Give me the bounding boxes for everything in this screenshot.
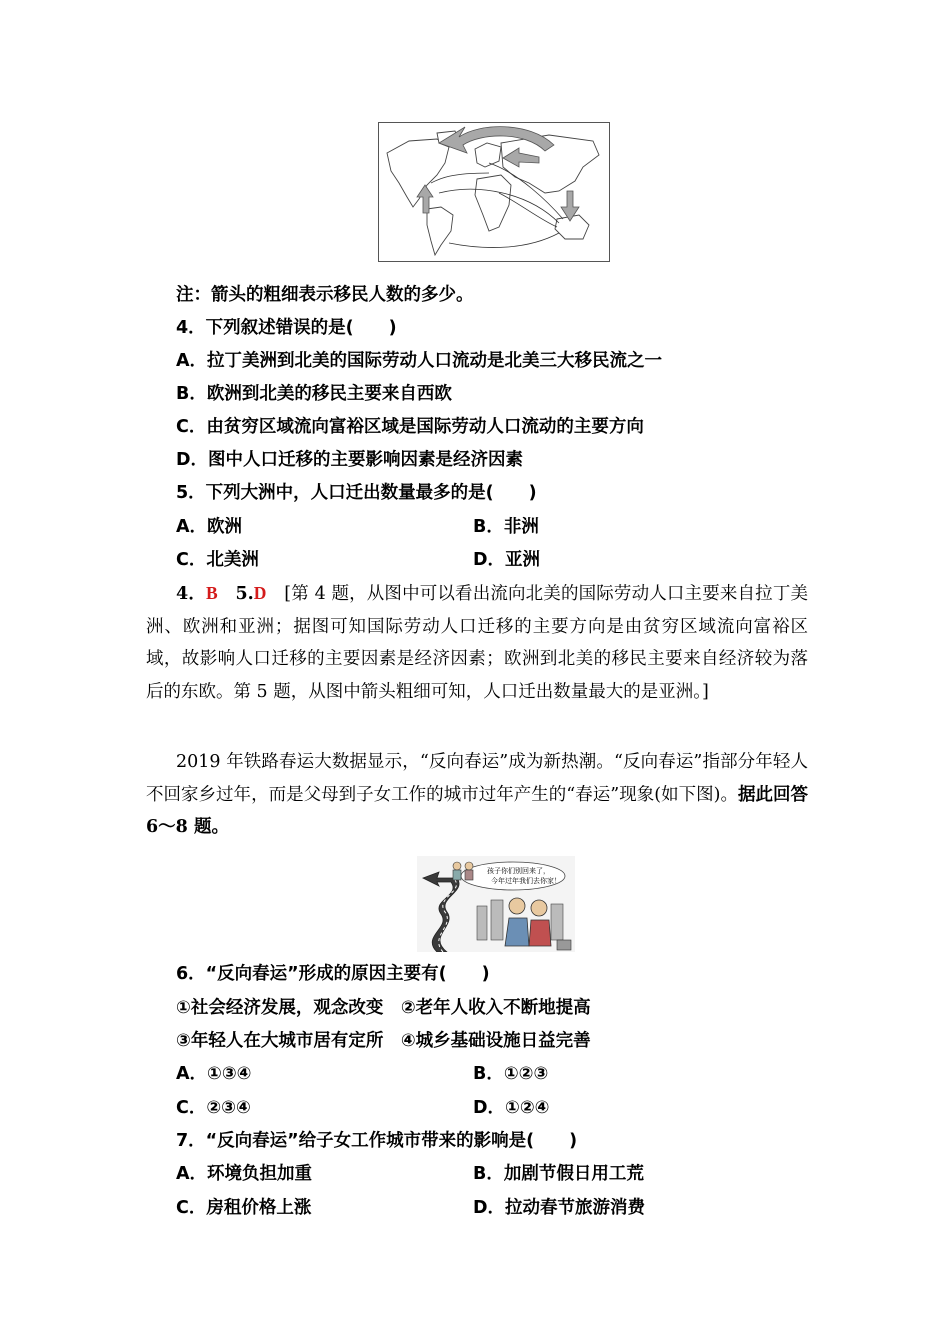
- q4-option-a[interactable]: A．拉丁美洲到北美的国际劳动人口流动是北美三大移民流之一: [176, 351, 663, 371]
- africa-shape: [475, 175, 511, 231]
- answer-explanation: [146, 577, 808, 709]
- answer-4: B: [206, 583, 218, 603]
- q4-stem: 4．下列叙述错误的是( ): [176, 318, 397, 338]
- q4-option-d[interactable]: D．图中人口迁移的主要影响因素是经济因素: [176, 450, 524, 470]
- q6-statements-1: ①社会经济发展，观念改变 ②老年人收入不断地提高: [176, 998, 591, 1018]
- q6-option-d[interactable]: D．①②④: [473, 1098, 550, 1118]
- q7-option-a[interactable]: A．环境负担加重: [176, 1164, 313, 1184]
- world-map-figure: [379, 123, 609, 261]
- q7-stem: 7．“反向春运”给子女工作城市带来的影响是( ): [176, 1131, 578, 1151]
- q5-option-c[interactable]: C．北美洲: [176, 550, 259, 570]
- intro-instruction: 据此回答 6～8 题。: [146, 784, 809, 838]
- q7-option-d[interactable]: D．拉动春节旅游消费: [473, 1198, 646, 1218]
- q7-option-c[interactable]: C．房租价格上涨: [176, 1198, 312, 1218]
- luggage: [557, 940, 571, 950]
- europe-shape: [475, 143, 501, 167]
- answer-5: D: [253, 583, 267, 603]
- south-america-shape: [427, 207, 453, 255]
- q6-option-b[interactable]: B．①②③: [473, 1064, 549, 1084]
- q6-option-c[interactable]: C．②③④: [176, 1098, 251, 1118]
- q5-option-a[interactable]: A．欧洲: [176, 517, 243, 537]
- q5-option-d[interactable]: D．亚洲: [473, 550, 541, 570]
- bubble-text-2: 今年过年我们去你家！: [491, 877, 561, 885]
- cartoon-figure: [417, 856, 575, 952]
- answer-num-4: 4．: [176, 584, 206, 604]
- answer-num-5: 5.: [217, 584, 254, 604]
- bubble-text-1: 孩子你们别回来了，: [487, 867, 550, 875]
- intro-paragraph: [146, 746, 808, 844]
- migration-map: [378, 122, 610, 262]
- reverse-spring-migration-cartoon: [417, 856, 575, 952]
- q6-stem: 6．“反向春运”形成的原因主要有( ): [176, 964, 490, 984]
- map-caption: 注：箭头的粗细表示移民人数的多少。: [176, 285, 474, 305]
- q5-option-b[interactable]: B．非洲: [473, 517, 539, 537]
- intro-text: 2019 年铁路春运大数据显示，“反向春运”成为新热潮。“反向春运”指部分年轻人不回家乡过年，而是父母到子女工作的城市过年产生的“春运”现象(如下图)。: [146, 752, 808, 805]
- q6-option-a[interactable]: A．①③④: [176, 1064, 252, 1084]
- answer-explanation-text: [第 4 题，从图中可以看出流向北美的国际劳动人口主要来自拉丁美洲、欧洲和亚洲；据图可知国际劳动人口迁移的主要方向是由贫穷区域流向富裕区域，故影响人口迁移的主要因素是经济因素；欧洲到北美的移民主要来自经济较为落后的东欧。第 5 题，从图中箭头粗细可知，人口迁出数量最大的是亚洲。]: [146, 584, 808, 703]
- q5-stem: 5．下列大洲中，人口迁出数量最多的是( ): [176, 483, 537, 503]
- q6-statements-2: ③年轻人在大城市居有定所 ④城乡基础设施日益完善: [176, 1031, 591, 1051]
- q4-option-b[interactable]: B．欧洲到北美的移民主要来自西欧: [176, 384, 452, 404]
- q4-option-c[interactable]: C．由贫穷区域流向富裕区域是国际劳动人口流动的主要方向: [176, 417, 644, 437]
- q7-option-b[interactable]: B．加剧节假日用工荒: [473, 1164, 644, 1184]
